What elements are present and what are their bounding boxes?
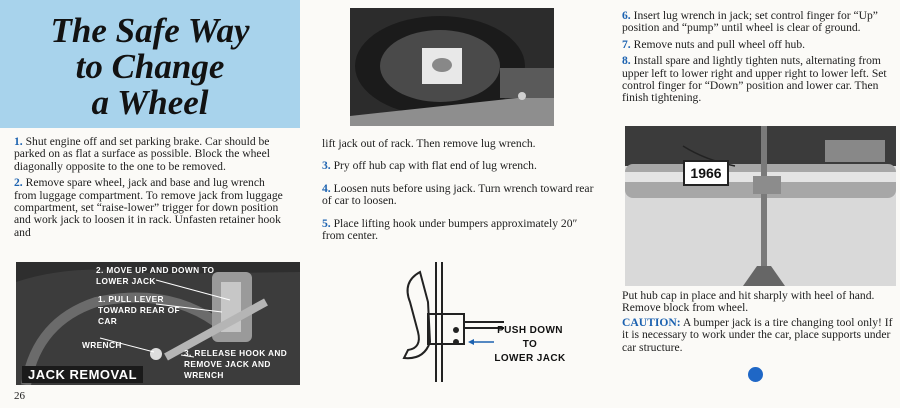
caption-pull-lever: 1. PULL LEVER TOWARD REAR OF CAR	[98, 294, 180, 326]
jack-removal-label: JACK REMOVAL	[22, 366, 143, 383]
blue-dot-marker	[748, 367, 763, 382]
step-number: 2.	[14, 176, 23, 190]
caution-text: A bumper jack is a tire changing tool only! If it is necessary to work under the car, place supports under car structure.	[622, 315, 893, 354]
column-right-bottom	[622, 290, 894, 358]
step-text: Insert lug wrench in jack; set control finger for “Up” position and “pump” until wheel is clear of ground.	[622, 9, 878, 35]
caution-label: CAUTION:	[622, 315, 681, 329]
step-number: 8.	[622, 54, 631, 68]
step-text: Place lifting hook under bumpers approximately 20″ from center.	[322, 216, 578, 243]
step-7	[622, 39, 894, 51]
step-number: 4.	[322, 181, 331, 195]
title-panel	[0, 0, 300, 128]
step-number: 3.	[322, 159, 331, 173]
step-text: Install spare and lightly tighten nuts, alternating from upper left to lower right and upper right to lower left. Set control finger for “Down” position and lower car. Then finish tightening.	[622, 54, 887, 105]
push-down-line-3: LOWER JACK	[494, 353, 566, 364]
push-down-line-2: TO	[522, 339, 538, 350]
step-text: Loosen nuts before using jack. Turn wrench toward rear of car to loosen.	[322, 181, 594, 208]
trunk-illustration	[350, 8, 554, 126]
step-2-continued: lift jack out of rack. Then remove lug wrench.	[322, 137, 536, 150]
trunk-spare-photo	[350, 8, 554, 126]
bumper-illustration	[625, 126, 896, 286]
step-1	[14, 136, 288, 173]
step-4	[322, 183, 596, 208]
column-left	[14, 136, 288, 243]
step-number: 6.	[622, 9, 631, 22]
column-middle	[322, 138, 596, 246]
step-text: Pry off hub cap with flat end of lug wrench.	[333, 159, 537, 173]
final-step: Put hub cap in place and hit sharply with heel of hand. Remove block from wheel.	[622, 289, 875, 315]
step-text: Remove nuts and pull wheel off hub.	[633, 37, 806, 51]
step-text: Remove spare wheel, jack and base and lug wrench from luggage compartment. To remove jack from luggage compartment, set “raise-lower” trigger for down position and work jack to loosen it in rack. Unfasten retainer hook and	[14, 176, 283, 239]
step-number: 1.	[14, 135, 23, 148]
caption-move-up-down: 2. MOVE UP AND DOWN TO LOWER JACK	[96, 265, 215, 286]
step-5	[322, 218, 596, 243]
push-down-diagram	[398, 262, 594, 382]
title-line-2: to Change	[75, 47, 225, 86]
caution-note	[622, 317, 894, 354]
step-3	[322, 160, 596, 172]
page-number: 26	[14, 390, 25, 402]
step-6	[622, 10, 894, 35]
column-right-top	[622, 10, 894, 109]
push-down-line-1: PUSH DOWN	[497, 325, 563, 336]
step-8	[622, 55, 894, 105]
caption-wrench: WRENCH	[82, 340, 122, 350]
title-line-3: a Wheel	[91, 83, 209, 122]
step-2	[14, 177, 288, 239]
license-plate: 1966	[683, 160, 729, 186]
step-text: Shut engine off and set parking brake. Car should be parked on as flat a surface as possible. Block the wheel diagonally opposite to the one to be removed.	[14, 135, 270, 173]
title-line-1: The Safe Way	[50, 11, 250, 50]
step-number: 5.	[322, 216, 331, 230]
step-number: 7.	[622, 37, 631, 51]
caption-release-hook: 3. RELEASE HOOK AND REMOVE JACK AND WRENCH	[184, 348, 288, 380]
push-down-caption	[490, 324, 570, 366]
bumper-jack-photo	[625, 126, 896, 286]
